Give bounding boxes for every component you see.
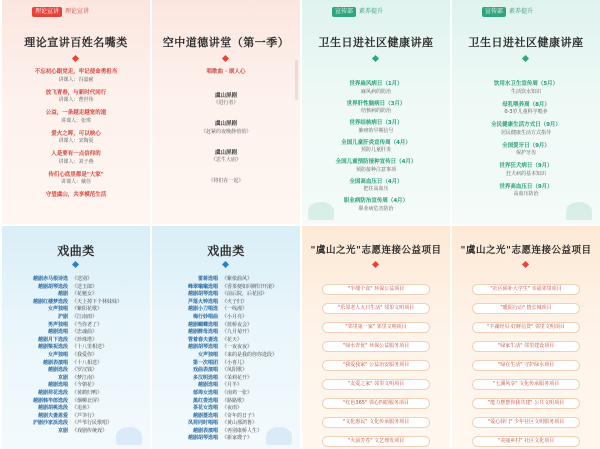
- tag-badge: 理论宣讲: [32, 7, 62, 17]
- list-item: 《将们在一起》: [208, 178, 244, 184]
- table-row: 越剧选唱 《月半》: [197, 382, 243, 389]
- card-opera-1[interactable]: [2, 226, 150, 449]
- table-row: 京剧 《戏剧传统戏》: [57, 427, 108, 434]
- item-list: [302, 82, 450, 212]
- table-row: 越剧醉母选唱 《九月菊开》: [187, 329, 253, 336]
- scrollbar[interactable]: [295, 60, 298, 100]
- item-list: [2, 70, 150, 199]
- card-title: 戏曲类: [207, 244, 245, 258]
- table-row: 越剧胡琴选唱 《新家嫂子》: [187, 435, 253, 442]
- card-tag: [32, 6, 89, 17]
- card-moral-lecture[interactable]: [152, 0, 300, 224]
- diamond-icon: [72, 261, 79, 268]
- table-row: 男声独唱 《当你老了》: [47, 321, 103, 328]
- diamond-icon: [372, 55, 379, 62]
- list-item: 母乳喂养周（8月） 0-3岁儿童科学喂养: [502, 101, 550, 115]
- table-row: 女声独唱 《来的是我的你你选段》: [197, 351, 278, 358]
- list-item: 虞山屏剧 《思生大庙》: [210, 149, 241, 163]
- table-row: 女声独唱 《我爱你》: [47, 351, 98, 358]
- card-title: 戏曲类: [57, 244, 95, 258]
- list-item: 虞山屏剧 《进行者》: [213, 92, 239, 106]
- table-row: 越剧 《花魁女》: [57, 291, 98, 298]
- list-item: 全国儿童肝炎宣传周（4月） 预防儿童肝炎: [341, 139, 411, 153]
- table-row: 峰翠嗡嗡选唱 《香茶便如回鲜旧开滚》: [187, 283, 278, 290]
- card-title: "虞山之光"志愿连接公益项目: [460, 245, 592, 256]
- diamond-icon: [522, 261, 529, 268]
- table-row: 女声独唱 《紫阳花歌》: [47, 306, 103, 313]
- project-pill[interactable]: "绿在生活" 守护绿水项目: [472, 360, 580, 371]
- table-row: 管着春夫妻选 《花天》: [187, 336, 243, 343]
- table-row: 越剧表演唱 《十八相送》: [42, 359, 103, 366]
- list-item: 世界扁风病日（1月） 麻风病的防治: [349, 81, 403, 95]
- list-item: 全国儿童预防接种宣传日（4月） 预防接种注意事项: [335, 159, 417, 173]
- card-opera-2[interactable]: [152, 226, 300, 449]
- table-row: 越剧表演唱 《再别康桥人生》: [192, 427, 263, 434]
- project-pill[interactable]: "半缕个食" 环保公益项目: [322, 284, 430, 295]
- project-pill[interactable]: "社区候补大学生" 幸福邻里项目: [472, 284, 580, 295]
- tag-badge: 宣传部: [332, 7, 356, 17]
- card-title: "虞山之光"志愿连接公益项目: [310, 245, 442, 256]
- table-row: 京剧 《梦江南》: [57, 374, 98, 381]
- table-row: 越剧红楼梦选段 《天上掉下个林妹妹》: [32, 298, 123, 305]
- list-item: 爱火之晖，可以映心 讲课人：宋陶夏: [51, 130, 101, 144]
- table-row: 越剧胡琴选唱 《一夜夜夜》: [187, 344, 253, 351]
- diamond-icon: [222, 261, 229, 268]
- table-row: 雷蒋选唱 《紫依曲风》: [197, 276, 253, 282]
- pill-list: [302, 284, 450, 447]
- list-item: 饮用水卫生宣传周（5月） 生活饮水知识: [493, 81, 559, 95]
- project-pill[interactable]: "暖阳行动" 情长城项目: [472, 303, 580, 314]
- diamond-icon: [72, 55, 79, 62]
- project-pill[interactable]: "我爱我家" 公益治安服务项目: [322, 360, 430, 371]
- project-pill[interactable]: "乐邻老人五日生活" 邻里文明项目: [322, 303, 430, 314]
- list-item: 唱歌曲 · 颂人心: [206, 69, 246, 75]
- project-pill[interactable]: "友爱之家" 邻里文明项目: [322, 379, 430, 390]
- table-row: 沪剧 《江南雨》: [57, 313, 98, 320]
- table-row: 越剧选唱 《忠魂曲》: [47, 329, 98, 336]
- item-list: [452, 82, 600, 197]
- opera-list: [2, 276, 150, 435]
- table-row: 越剧菱选唱 《奇年的日子》: [192, 412, 258, 419]
- project-pill[interactable]: "美丽乡村" 社区文化项目: [472, 436, 580, 447]
- diamond-icon: [372, 261, 379, 268]
- list-item: 世界狂犬病日（9月） 狂犬病的基本知识: [499, 163, 553, 177]
- table-row: 戏曲表演唱 《凤阳歌》: [192, 367, 248, 374]
- list-item: 放飞青春，与新时代同行 讲课人：曹世伟: [45, 89, 107, 103]
- table-row: 黑红娄选唱 《路路歌》: [192, 397, 248, 404]
- card-health-lecture-2[interactable]: [452, 0, 600, 224]
- table-row: 越剧胡桃选段 《追鱼》: [37, 405, 93, 412]
- tag-text: 素养提升: [359, 7, 384, 15]
- card-volunteer-2[interactable]: [452, 226, 600, 449]
- card-volunteer-1[interactable]: [302, 226, 450, 449]
- decoration: [116, 427, 142, 445]
- table-row: 越剧荷花选段 《黄鹤归鸭》: [37, 389, 103, 396]
- project-pill[interactable]: "文化惠民" 文化传承服务项目: [322, 417, 430, 428]
- card-tag: [332, 6, 383, 17]
- table-row: 茶花女选唱 《夜雨》: [192, 405, 243, 412]
- tag-text: 理论宣讲: [65, 7, 90, 15]
- project-pill[interactable]: "绿水青优" 环保公益服务项目: [322, 341, 430, 352]
- list-item: 世界高血压日（9月） 高血压防治: [499, 183, 553, 197]
- pill-list: [452, 284, 600, 447]
- table-row: 越剧梁祝选段 《十八里相送》: [37, 344, 108, 351]
- list-item: 守望虞山，共享模范生活: [45, 192, 107, 198]
- table-row: 越剧选唱 《今朝花》: [47, 382, 98, 389]
- card-title: 卫生日进社区健康讲座: [468, 36, 584, 49]
- list-item: 全国爱牙日（9月） 保护牙齿: [502, 142, 550, 156]
- list-item: 公益，一条越走越宽的道 讲课人：张琪: [45, 110, 107, 124]
- card-title: 空中道德讲堂（第一季）: [162, 36, 290, 49]
- card-title: 卫生日进社区健康讲座: [318, 36, 434, 49]
- table-row: 越剧月下选段 《珍珠塔》: [37, 336, 98, 343]
- table-row: 第一次唱团 《小喜儿》: [192, 359, 248, 366]
- table-row: 越剧小刀唱选 《一线漫》: [187, 306, 248, 313]
- table-row: 沪剧沙家浜选段 《芦苇行民歌唱》: [32, 420, 113, 427]
- list-item: 职业病防治宣传周（4月） 职业病危害防治: [343, 198, 409, 212]
- card-tag: [482, 6, 533, 17]
- project-pill[interactable]: "丰湖经贝·好鲜信贷" 邻里文明项目: [472, 322, 580, 333]
- list-item: 世界肝性脑病日（3月） 结核病的防治: [346, 100, 406, 114]
- project-pill[interactable]: "绿家生活" 邻里建设项目: [472, 341, 580, 352]
- table-row: 郁埠女选唱 《南鸡一张》: [192, 389, 253, 396]
- list-item: 全民健康生活方式日（9月） 居民健康生活方式指导: [491, 122, 561, 136]
- table-row: 越剧胡琴选段 《送玉郎》: [37, 283, 98, 290]
- project-pill[interactable]: "火前芳卷" 文艺理发项目: [322, 436, 430, 447]
- project-pill[interactable]: "能力摆摆你我共建" 公共文明项目: [472, 398, 580, 409]
- project-pill[interactable]: "邻里第一家" 邻里文明项目: [322, 322, 430, 333]
- card-health-lecture-1[interactable]: [302, 0, 450, 224]
- table-row: 越剧韩毕郎选段 《烟柳北屏》: [32, 397, 103, 404]
- diamond-icon: [522, 55, 529, 62]
- tag-badge: 宣传部: [482, 7, 506, 17]
- diamond-icon: [222, 55, 229, 62]
- list-item: 世界结核病日（3月） 肺痨的早期信号: [349, 120, 403, 134]
- project-pill[interactable]: "爱心驿门" 少年社区文明服务项目: [472, 417, 580, 428]
- decoration: [308, 202, 334, 220]
- list-item: 不忘初心跟党走，牢记使命勇担当 讲课人：冯嘉耐: [34, 69, 118, 83]
- list-item: 人是要有一点信仰的 讲课人：刘子燕: [51, 151, 101, 165]
- list-item: 全国高血压日（4月） 把住高血压: [349, 178, 403, 192]
- tag-text: 素养提升: [509, 7, 534, 15]
- opera-list: [152, 276, 300, 443]
- table-row: 越剧胡琴选唱 《前后院，后花园》: [187, 291, 268, 298]
- table-row: 越剧选段 《罗汉钱》: [47, 367, 98, 374]
- table-row: 梅行妙唱曲 《小月亮》: [192, 313, 248, 320]
- table-row: 越剧蝴蝶选唱 《蓝桥夜会》: [187, 321, 253, 328]
- table-row: 芦落火钟选唱 《火子归》: [187, 298, 248, 305]
- table-row: 多汉明选唱 《茉莉花开》: [192, 374, 253, 381]
- card-theory-lecture[interactable]: [2, 0, 150, 224]
- decoration: [566, 202, 592, 220]
- table-row: 越剧赤马根诗选 《送别》: [32, 276, 93, 282]
- list-item: 虞山屏剧 《赶紧的夜晚静悄悄》: [200, 121, 251, 135]
- list-item: 传们心底里都是"大家" 讲课人：戴佳: [48, 171, 104, 185]
- table-row: 凤荷同时唱唱 《黄山那鸿鲁》: [187, 420, 258, 427]
- project-pill[interactable]: "七溪风享" 文化传承服务项目: [472, 379, 580, 390]
- project-pill[interactable]: "红色365" 邻心四助服务项目: [322, 398, 430, 409]
- decoration: [266, 427, 292, 445]
- card-title: 理论宣讲百姓名嘴类: [24, 36, 128, 49]
- table-row: 越剧夫妻恩爱 《芦笋行》: [37, 412, 98, 419]
- item-list: [152, 70, 300, 184]
